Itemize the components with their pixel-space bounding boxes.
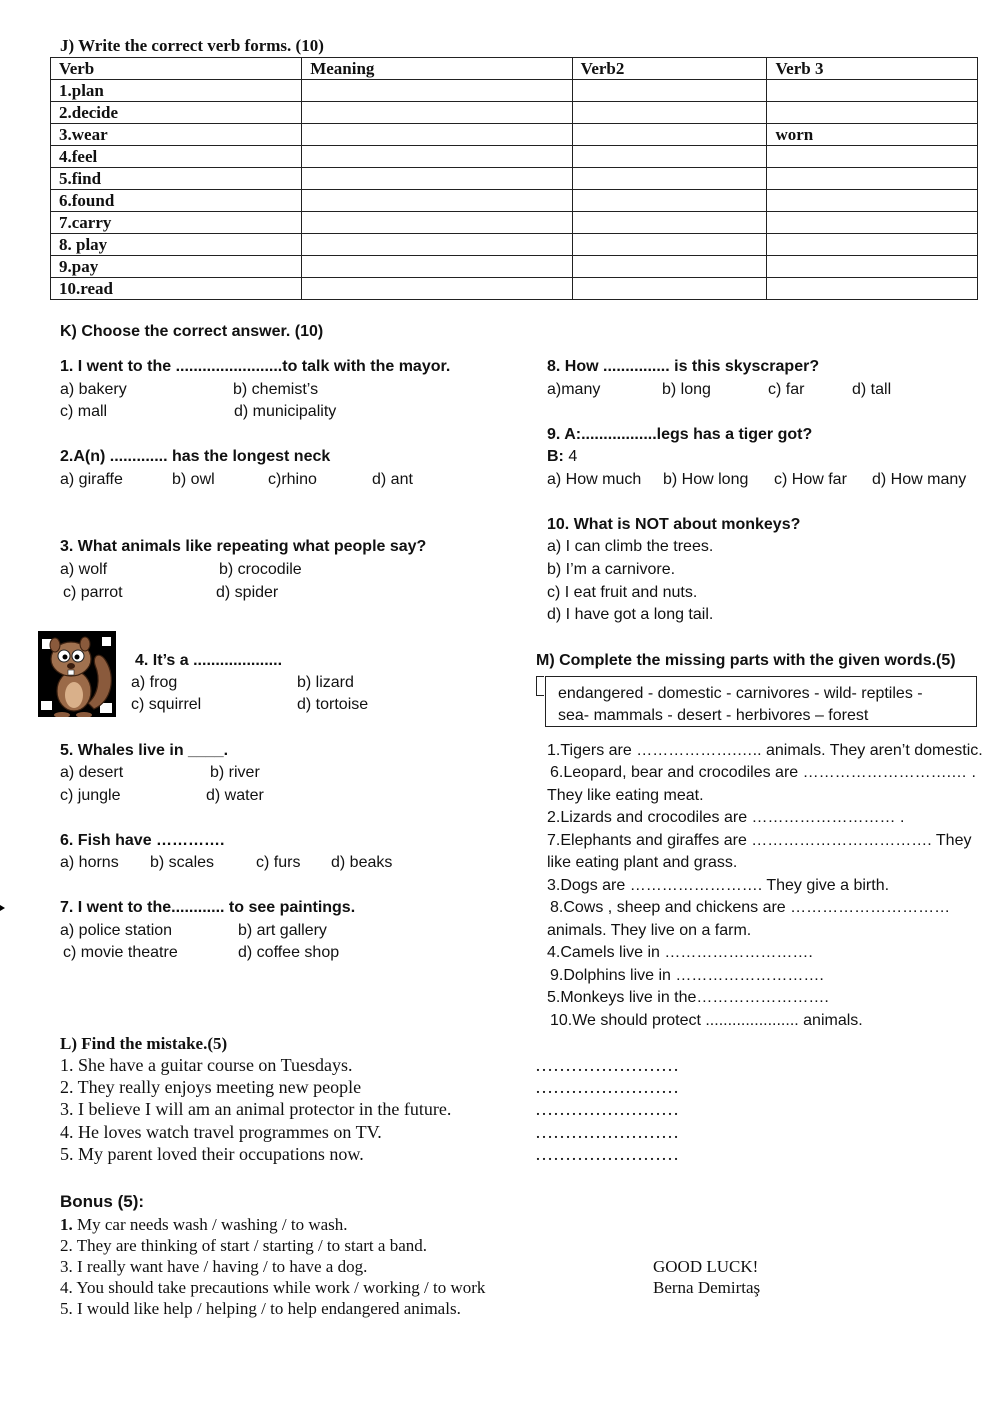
m-line-13: 10.We should protect ..................... animals. [550, 1012, 863, 1029]
q2-option-c[interactable]: c)rhino [268, 471, 317, 488]
q9-b-label: B: [547, 448, 564, 465]
verb-forms-table [50, 57, 978, 300]
q10-option-c[interactable]: c) I eat fruit and nuts. [547, 584, 698, 601]
q5-option-d[interactable]: d) water [206, 787, 264, 804]
q1-option-a[interactable]: a) bakery [60, 381, 127, 398]
q4-option-d[interactable]: d) tortoise [297, 696, 369, 713]
m-line-7: 3.Dogs are ……………………. They give a birth. [547, 877, 890, 894]
q6-option-c[interactable]: c) furs [256, 854, 301, 871]
arrow-mark-icon [0, 904, 6, 912]
verb2-cell[interactable] [572, 278, 767, 300]
q6-option-b[interactable]: b) scales [150, 854, 215, 871]
q6-question: 6. Fish have …………. [60, 832, 225, 849]
table-row [51, 212, 978, 234]
verb2-cell[interactable] [572, 102, 767, 124]
verb2-cell[interactable] [572, 256, 767, 278]
m-line-4: 2.Lizards and crocodiles are ……………………… . [547, 809, 905, 826]
q2-question: 2.A(n) ............. has the longest neck [60, 448, 331, 465]
q1-option-d[interactable]: d) municipality [234, 403, 337, 420]
l-item-1: 1. She have a guitar course on Tuesdays. [60, 1055, 353, 1075]
verb3-cell[interactable] [767, 168, 978, 190]
m-line-5: 7.Elephants and giraffes are ……………………………. They [547, 832, 972, 849]
verb2-cell[interactable] [572, 168, 767, 190]
bonus-item-1 [60, 1215, 348, 1235]
verb-cell: 10.read [51, 278, 302, 300]
q10-option-d[interactable]: d) I have got a long tail. [547, 606, 714, 623]
meaning-cell[interactable] [302, 190, 572, 212]
verb-cell: 6.found [51, 190, 302, 212]
q9-b-line [547, 448, 577, 466]
q3-option-b[interactable]: b) crocodile [219, 561, 302, 578]
q3-option-a[interactable]: a) wolf [60, 561, 108, 578]
l-item-5: 5. My parent loved their occupations now. [60, 1144, 364, 1164]
section-k-title: K) Choose the correct answer. (10) [60, 323, 324, 340]
good-luck: GOOD LUCK! [653, 1257, 759, 1276]
verb2-cell[interactable] [572, 234, 767, 256]
verb3-cell[interactable] [767, 190, 978, 212]
section-m-title: M) Complete the missing parts with the given words.(5) [536, 652, 956, 669]
q6-option-d[interactable]: d) beaks [331, 854, 393, 871]
bonus-item-1-text: My car needs wash / washing / to wash. [72, 1215, 348, 1234]
q2-option-b[interactable]: b) owl [172, 471, 215, 488]
word-box-line-1: endangered - domestic - carnivores - wild- reptiles - [558, 685, 923, 702]
table-row [51, 146, 978, 168]
bonus-item-2: 2. They are thinking of start / starting / to start a band. [60, 1236, 427, 1255]
q8-option-c[interactable]: c) far [768, 381, 805, 398]
m-line-8: 8.Cows , sheep and chickens are ………………………… [550, 899, 951, 916]
section-l-title: L) Find the mistake.(5) [60, 1034, 228, 1053]
l-answer-blank-2[interactable]: …………………… [535, 1077, 679, 1097]
meaning-cell[interactable] [302, 80, 572, 102]
m-line-10: 4.Camels live in ………………………. [547, 944, 813, 961]
q7-option-d[interactable]: d) coffee shop [238, 944, 340, 961]
q5-option-b[interactable]: b) river [210, 764, 260, 781]
word-box-line-2: sea- mammals - desert - herbivores – forest [558, 707, 869, 724]
meaning-cell[interactable] [302, 234, 572, 256]
author-name: Berna Demirtaş [653, 1278, 761, 1297]
bonus-title: Bonus (5): [60, 1192, 145, 1211]
q6-option-a[interactable]: a) horns [60, 854, 119, 871]
q4-option-a[interactable]: a) frog [131, 674, 178, 691]
l-item-2: 2. They really enjoys meeting new people [60, 1077, 362, 1097]
m-line-2: 6.Leopard, bear and crocodiles are ……………………….… . [550, 764, 976, 781]
verb-cell: 9.pay [51, 256, 302, 278]
verb3-cell[interactable] [767, 256, 978, 278]
table-row [51, 256, 978, 278]
squirrel-icon [38, 631, 116, 717]
q3-option-c[interactable]: c) parrot [63, 584, 123, 601]
q9-b-answer: 4 [563, 448, 578, 465]
l-answer-blank-5[interactable]: …………………… [535, 1144, 679, 1164]
meaning-cell[interactable] [302, 146, 572, 168]
bonus-item-4: 4. You should take precautions while work / working / to work [60, 1278, 486, 1297]
q7-option-b[interactable]: b) art gallery [238, 922, 327, 939]
q4-option-c[interactable]: c) squirrel [131, 696, 202, 713]
verb-cell: 5.find [51, 168, 302, 190]
m-line-3: They like eating meat. [547, 787, 704, 804]
header-meaning: Meaning [302, 58, 572, 80]
header-verb3: Verb 3 [767, 58, 978, 80]
meaning-cell[interactable] [302, 256, 572, 278]
bonus-item-1-number: 1. [60, 1215, 73, 1234]
verb2-cell[interactable] [572, 124, 767, 146]
l-answer-blank-4[interactable]: …………………… [535, 1122, 679, 1142]
q10-option-b[interactable]: b) I’m a carnivore. [547, 561, 676, 578]
q7-option-a[interactable]: a) police station [60, 922, 173, 939]
q3-option-d[interactable]: d) spider [216, 584, 279, 601]
q1-option-b[interactable]: b) chemist’s [233, 381, 319, 398]
q8-option-d[interactable]: d) tall [852, 381, 892, 398]
q10-question: 10. What is NOT about monkeys? [547, 516, 801, 533]
table-row [51, 80, 978, 102]
word-box [545, 676, 977, 727]
l-answer-blank-1[interactable]: …………………… [535, 1055, 679, 1075]
verb-cell: 3.wear [51, 124, 302, 146]
table-row [51, 124, 978, 146]
table-row [51, 190, 978, 212]
m-line-12: 5.Monkeys live in the……………………. [547, 989, 829, 1006]
verb-cell: 4.feel [51, 146, 302, 168]
meaning-cell[interactable] [302, 124, 572, 146]
bonus-item-5: 5. I would like help / helping / to help endangered animals. [60, 1299, 461, 1318]
l-item-3: 3. I believe I will am an animal protector in the future. [60, 1099, 452, 1119]
verb3-cell[interactable]: worn [767, 124, 978, 146]
verb3-cell[interactable] [767, 146, 978, 168]
q9-option-b[interactable]: b) How long [663, 471, 749, 488]
q10-option-a[interactable]: a) I can climb the trees. [547, 538, 714, 555]
table-row [51, 278, 978, 300]
q7-question: 7. I went to the............ to see paintings. [60, 899, 356, 916]
verb-cell: 7.carry [51, 212, 302, 234]
table-header-row [51, 58, 978, 80]
section-j-title: J) Write the correct verb forms. (10) [60, 36, 324, 55]
q3-question: 3. What animals like repeating what people say? [60, 538, 427, 555]
m-line-11: 9.Dolphins live in ………………………. [550, 967, 824, 984]
verb3-cell[interactable] [767, 80, 978, 102]
verb-cell: 2.decide [51, 102, 302, 124]
table-row [51, 102, 978, 124]
header-verb2: Verb2 [572, 58, 767, 80]
q8-option-a[interactable]: a)many [547, 381, 601, 398]
verb2-cell[interactable] [572, 212, 767, 234]
q9-option-d[interactable]: d) How many [872, 471, 967, 488]
word-box-corner [536, 676, 544, 696]
m-line-9: animals. They live on a farm. [547, 922, 752, 939]
q9-question: 9. A:.................legs has a tiger got? [547, 426, 813, 443]
verb3-cell[interactable] [767, 102, 978, 124]
header-verb: Verb [51, 58, 302, 80]
m-line-6: like eating plant and grass. [547, 854, 738, 871]
l-item-4: 4. He loves watch travel programmes on TV. [60, 1122, 382, 1142]
q4-question: 4. It’s a .................... [135, 652, 283, 669]
meaning-cell[interactable] [302, 102, 572, 124]
verb-cell: 8. play [51, 234, 302, 256]
bonus-item-3: 3. I really want have / having / to have a dog. [60, 1257, 368, 1276]
q4-option-b[interactable]: b) lizard [297, 674, 354, 691]
verb2-cell[interactable] [572, 146, 767, 168]
q2-option-d[interactable]: d) ant [372, 471, 413, 488]
q8-question: 8. How ............... is this skyscraper? [547, 358, 820, 375]
q1-question: 1. I went to the ........................to talk with the mayor. [60, 358, 451, 375]
meaning-cell[interactable] [302, 212, 572, 234]
verb2-cell[interactable] [572, 80, 767, 102]
q5-question: 5. Whales live in ____. [60, 742, 229, 759]
q5-option-a[interactable]: a) desert [60, 764, 124, 781]
m-line-1: 1.Tigers are ……………….….. animals. They aren’t domestic. [547, 742, 983, 759]
q5-option-c[interactable]: c) jungle [60, 787, 121, 804]
table-row [51, 168, 978, 190]
meaning-cell[interactable] [302, 278, 572, 300]
table-row [51, 234, 978, 256]
verb3-cell[interactable] [767, 212, 978, 234]
q9-option-c[interactable]: c) How far [774, 471, 847, 488]
q7-option-c[interactable]: c) movie theatre [63, 944, 178, 961]
q2-option-a[interactable]: a) giraffe [60, 471, 123, 488]
q9-option-a[interactable]: a) How much [547, 471, 642, 488]
q8-option-b[interactable]: b) long [662, 381, 711, 398]
meaning-cell[interactable] [302, 168, 572, 190]
l-answer-blank-3[interactable]: …………………… [535, 1099, 679, 1119]
verb2-cell[interactable] [572, 190, 767, 212]
verb3-cell[interactable] [767, 234, 978, 256]
q1-option-c[interactable]: c) mall [60, 403, 108, 420]
verb-cell: 1.plan [51, 80, 302, 102]
verb3-cell[interactable] [767, 278, 978, 300]
